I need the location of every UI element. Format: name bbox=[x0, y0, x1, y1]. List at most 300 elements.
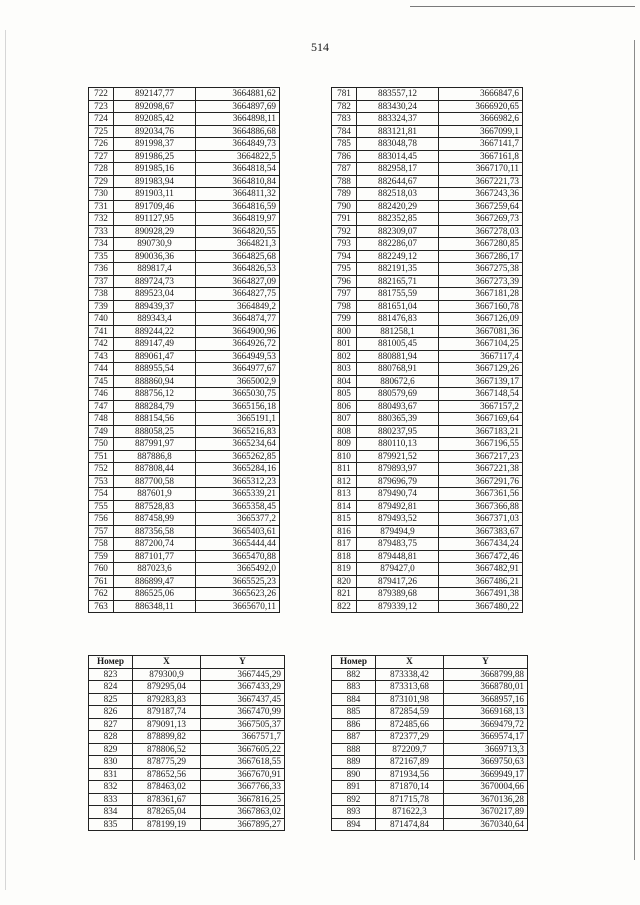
y-coordinate: 3667491,38 bbox=[439, 588, 523, 601]
x-coordinate: 880672,6 bbox=[357, 375, 439, 388]
x-coordinate: 879921,52 bbox=[357, 450, 439, 463]
x-coordinate: 887808,44 bbox=[114, 463, 196, 476]
point-number: 786 bbox=[332, 150, 357, 163]
point-number: 759 bbox=[89, 550, 114, 563]
x-coordinate: 879893,97 bbox=[357, 463, 439, 476]
table-row bbox=[332, 338, 523, 351]
x-coordinate: 888154,56 bbox=[114, 413, 196, 426]
point-number: 760 bbox=[89, 563, 114, 576]
table-row bbox=[332, 668, 528, 681]
table-row bbox=[332, 731, 528, 744]
table-row bbox=[89, 388, 280, 401]
y-coordinate: 3667816,25 bbox=[201, 793, 285, 806]
table-row bbox=[332, 575, 523, 588]
x-coordinate: 871934,56 bbox=[376, 768, 444, 781]
x-coordinate: 889523,04 bbox=[114, 288, 196, 301]
table-row bbox=[332, 706, 528, 719]
y-coordinate: 3664977,67 bbox=[196, 363, 280, 376]
table-row bbox=[89, 781, 285, 794]
point-number: 882 bbox=[332, 668, 376, 681]
table-row bbox=[332, 225, 523, 238]
y-coordinate: 3667169,64 bbox=[439, 413, 523, 426]
table-row bbox=[89, 363, 280, 376]
y-coordinate: 3664816,59 bbox=[196, 200, 280, 213]
x-coordinate: 871622,3 bbox=[376, 806, 444, 819]
table-row bbox=[332, 88, 523, 101]
table-row bbox=[89, 488, 280, 501]
point-number: 735 bbox=[89, 250, 114, 263]
table-row bbox=[89, 818, 285, 831]
point-number: 731 bbox=[89, 200, 114, 213]
x-coordinate: 889147,49 bbox=[114, 338, 196, 351]
x-coordinate: 888756,12 bbox=[114, 388, 196, 401]
y-coordinate: 3665444,44 bbox=[196, 538, 280, 551]
x-coordinate: 891998,37 bbox=[114, 138, 196, 151]
point-number: 819 bbox=[332, 563, 357, 576]
x-coordinate: 887458,99 bbox=[114, 513, 196, 526]
x-coordinate: 888860,94 bbox=[114, 375, 196, 388]
table-row bbox=[332, 325, 523, 338]
x-coordinate: 889343,4 bbox=[114, 313, 196, 326]
table-row bbox=[332, 138, 523, 151]
x-coordinate: 882191,35 bbox=[357, 263, 439, 276]
point-number: 762 bbox=[89, 588, 114, 601]
x-coordinate: 872485,66 bbox=[376, 718, 444, 731]
point-number: 817 bbox=[332, 538, 357, 551]
point-number: 726 bbox=[89, 138, 114, 151]
y-coordinate: 3667217,23 bbox=[439, 450, 523, 463]
x-coordinate: 872854,59 bbox=[376, 706, 444, 719]
point-number: 806 bbox=[332, 400, 357, 413]
table-row bbox=[89, 138, 280, 151]
x-coordinate: 871870,14 bbox=[376, 781, 444, 794]
y-coordinate: 3667221,38 bbox=[439, 463, 523, 476]
coordinates-table-4 bbox=[331, 655, 528, 831]
point-number: 723 bbox=[89, 100, 114, 113]
table-row bbox=[332, 818, 528, 831]
y-coordinate: 3667383,67 bbox=[439, 525, 523, 538]
x-coordinate: 878265,04 bbox=[133, 806, 201, 819]
point-number: 783 bbox=[332, 113, 357, 126]
point-number: 811 bbox=[332, 463, 357, 476]
point-number: 810 bbox=[332, 450, 357, 463]
point-number: 736 bbox=[89, 263, 114, 276]
x-coordinate: 878361,67 bbox=[133, 793, 201, 806]
table-row bbox=[89, 706, 285, 719]
header-y: Y bbox=[201, 656, 285, 669]
x-coordinate: 882249,12 bbox=[357, 250, 439, 263]
x-coordinate: 878806,52 bbox=[133, 743, 201, 756]
x-coordinate: 881476,83 bbox=[357, 313, 439, 326]
table-row bbox=[332, 538, 523, 551]
y-coordinate: 3667280,85 bbox=[439, 238, 523, 251]
x-coordinate: 878652,56 bbox=[133, 768, 201, 781]
page-number: 514 bbox=[311, 40, 329, 54]
table-row bbox=[89, 513, 280, 526]
table-row bbox=[332, 313, 523, 326]
x-coordinate: 886899,47 bbox=[114, 575, 196, 588]
table-row bbox=[89, 300, 280, 313]
point-number: 749 bbox=[89, 425, 114, 438]
point-number: 788 bbox=[332, 175, 357, 188]
point-number: 752 bbox=[89, 463, 114, 476]
point-number: 781 bbox=[332, 88, 357, 101]
point-number: 886 bbox=[332, 718, 376, 731]
y-coordinate: 3665312,23 bbox=[196, 475, 280, 488]
y-coordinate: 3669479,72 bbox=[444, 718, 528, 731]
x-coordinate: 887356,58 bbox=[114, 525, 196, 538]
y-coordinate: 3667766,33 bbox=[201, 781, 285, 794]
table-row bbox=[332, 550, 523, 563]
scan-edge-line bbox=[634, 40, 635, 860]
table-row bbox=[89, 693, 285, 706]
table-row bbox=[89, 438, 280, 451]
point-number: 740 bbox=[89, 313, 114, 326]
y-coordinate: 3667183,21 bbox=[439, 425, 523, 438]
x-coordinate: 882518,03 bbox=[357, 188, 439, 201]
point-number: 734 bbox=[89, 238, 114, 251]
x-coordinate: 891903,11 bbox=[114, 188, 196, 201]
point-number: 808 bbox=[332, 425, 357, 438]
x-coordinate: 882309,07 bbox=[357, 225, 439, 238]
point-number: 738 bbox=[89, 288, 114, 301]
point-number: 730 bbox=[89, 188, 114, 201]
table-row bbox=[332, 693, 528, 706]
header-x: X bbox=[133, 656, 201, 669]
x-coordinate: 879490,74 bbox=[357, 488, 439, 501]
x-coordinate: 872209,7 bbox=[376, 743, 444, 756]
table-row bbox=[332, 756, 528, 769]
y-coordinate: 3670136,28 bbox=[444, 793, 528, 806]
y-coordinate: 3664820,55 bbox=[196, 225, 280, 238]
y-coordinate: 3667141,7 bbox=[439, 138, 523, 151]
point-number: 884 bbox=[332, 693, 376, 706]
x-coordinate: 887101,77 bbox=[114, 550, 196, 563]
point-number: 818 bbox=[332, 550, 357, 563]
x-coordinate: 887700,58 bbox=[114, 475, 196, 488]
table-row bbox=[332, 150, 523, 163]
table-row bbox=[332, 175, 523, 188]
table-row bbox=[332, 563, 523, 576]
table-row bbox=[332, 438, 523, 451]
x-coordinate: 879494,9 bbox=[357, 525, 439, 538]
table-row bbox=[332, 288, 523, 301]
table-row bbox=[89, 563, 280, 576]
point-number: 742 bbox=[89, 338, 114, 351]
point-number: 807 bbox=[332, 413, 357, 426]
point-number: 737 bbox=[89, 275, 114, 288]
table-row bbox=[332, 513, 523, 526]
y-coordinate: 3667157,2 bbox=[439, 400, 523, 413]
y-coordinate: 3667117,4 bbox=[439, 350, 523, 363]
table-header-row bbox=[332, 656, 528, 669]
x-coordinate: 879091,13 bbox=[133, 718, 201, 731]
table-row bbox=[89, 113, 280, 126]
table-row bbox=[332, 375, 523, 388]
y-coordinate: 3665262,85 bbox=[196, 450, 280, 463]
table-row bbox=[89, 263, 280, 276]
point-number: 748 bbox=[89, 413, 114, 426]
y-coordinate: 3664822,5 bbox=[196, 150, 280, 163]
table-row bbox=[89, 213, 280, 226]
x-coordinate: 892034,76 bbox=[114, 125, 196, 138]
point-number: 787 bbox=[332, 163, 357, 176]
table-row bbox=[89, 150, 280, 163]
scan-edge-line bbox=[410, 6, 635, 7]
y-coordinate: 3664898,11 bbox=[196, 113, 280, 126]
y-coordinate: 3667670,91 bbox=[201, 768, 285, 781]
point-number: 739 bbox=[89, 300, 114, 313]
scan-edge-line bbox=[5, 30, 6, 890]
y-coordinate: 3667371,03 bbox=[439, 513, 523, 526]
y-coordinate: 3665156,18 bbox=[196, 400, 280, 413]
x-coordinate: 887023,6 bbox=[114, 563, 196, 576]
x-coordinate: 880768,91 bbox=[357, 363, 439, 376]
table-row bbox=[89, 550, 280, 563]
y-coordinate: 3664827,75 bbox=[196, 288, 280, 301]
y-coordinate: 3667361,56 bbox=[439, 488, 523, 501]
table-row bbox=[332, 263, 523, 276]
y-coordinate: 3667434,24 bbox=[439, 538, 523, 551]
x-coordinate: 872167,89 bbox=[376, 756, 444, 769]
table-row bbox=[332, 238, 523, 251]
point-number: 741 bbox=[89, 325, 114, 338]
y-coordinate: 3665191,1 bbox=[196, 413, 280, 426]
table-row bbox=[89, 200, 280, 213]
y-coordinate: 3667278,03 bbox=[439, 225, 523, 238]
x-coordinate: 881005,45 bbox=[357, 338, 439, 351]
y-coordinate: 3665234,64 bbox=[196, 438, 280, 451]
x-coordinate: 871715,78 bbox=[376, 793, 444, 806]
x-coordinate: 890928,29 bbox=[114, 225, 196, 238]
y-coordinate: 3664849,2 bbox=[196, 300, 280, 313]
point-number: 755 bbox=[89, 500, 114, 513]
x-coordinate: 890730,9 bbox=[114, 238, 196, 251]
x-coordinate: 889439,37 bbox=[114, 300, 196, 313]
x-coordinate: 879283,83 bbox=[133, 693, 201, 706]
table-row bbox=[89, 313, 280, 326]
y-coordinate: 3665525,23 bbox=[196, 575, 280, 588]
point-number: 821 bbox=[332, 588, 357, 601]
x-coordinate: 891709,46 bbox=[114, 200, 196, 213]
point-number: 890 bbox=[332, 768, 376, 781]
table-row bbox=[332, 718, 528, 731]
table-row bbox=[89, 500, 280, 513]
point-number: 827 bbox=[89, 718, 133, 731]
point-number: 745 bbox=[89, 375, 114, 388]
table-header-row bbox=[89, 656, 285, 669]
table-row bbox=[332, 600, 523, 613]
y-coordinate: 3667196,55 bbox=[439, 438, 523, 451]
y-coordinate: 3669713,3 bbox=[444, 743, 528, 756]
point-number: 799 bbox=[332, 313, 357, 326]
table-row bbox=[89, 588, 280, 601]
y-coordinate: 3666847,6 bbox=[439, 88, 523, 101]
table-row bbox=[89, 718, 285, 731]
x-coordinate: 886348,11 bbox=[114, 600, 196, 613]
point-number: 832 bbox=[89, 781, 133, 794]
table-row bbox=[332, 113, 523, 126]
x-coordinate: 882352,85 bbox=[357, 213, 439, 226]
y-coordinate: 3664849,73 bbox=[196, 138, 280, 151]
point-number: 823 bbox=[89, 668, 133, 681]
table-row bbox=[89, 575, 280, 588]
y-coordinate: 3665030,75 bbox=[196, 388, 280, 401]
x-coordinate: 880365,39 bbox=[357, 413, 439, 426]
y-coordinate: 3667472,46 bbox=[439, 550, 523, 563]
x-coordinate: 892147,77 bbox=[114, 88, 196, 101]
point-number: 820 bbox=[332, 575, 357, 588]
point-number: 889 bbox=[332, 756, 376, 769]
y-coordinate: 3667895,27 bbox=[201, 818, 285, 831]
header-y: Y bbox=[444, 656, 528, 669]
point-number: 722 bbox=[89, 88, 114, 101]
y-coordinate: 3667181,28 bbox=[439, 288, 523, 301]
point-number: 824 bbox=[89, 681, 133, 694]
x-coordinate: 880237,95 bbox=[357, 425, 439, 438]
y-coordinate: 3667126,09 bbox=[439, 313, 523, 326]
x-coordinate: 887991,97 bbox=[114, 438, 196, 451]
x-coordinate: 873313,68 bbox=[376, 681, 444, 694]
x-coordinate: 888284,79 bbox=[114, 400, 196, 413]
table-row bbox=[332, 463, 523, 476]
y-coordinate: 3667099,1 bbox=[439, 125, 523, 138]
y-coordinate: 3668799,88 bbox=[444, 668, 528, 681]
point-number: 727 bbox=[89, 150, 114, 163]
x-coordinate: 887886,8 bbox=[114, 450, 196, 463]
x-coordinate: 891986,25 bbox=[114, 150, 196, 163]
table-row bbox=[89, 600, 280, 613]
table-row bbox=[332, 125, 523, 138]
y-coordinate: 3667480,22 bbox=[439, 600, 523, 613]
x-coordinate: 879492,81 bbox=[357, 500, 439, 513]
table-row bbox=[89, 743, 285, 756]
table-row bbox=[89, 175, 280, 188]
header-number: Номер bbox=[89, 656, 133, 669]
y-coordinate: 3667470,99 bbox=[201, 706, 285, 719]
point-number: 883 bbox=[332, 681, 376, 694]
point-number: 790 bbox=[332, 200, 357, 213]
table-row bbox=[89, 425, 280, 438]
point-number: 830 bbox=[89, 756, 133, 769]
table-row bbox=[89, 238, 280, 251]
x-coordinate: 892085,42 bbox=[114, 113, 196, 126]
y-coordinate: 3669750,63 bbox=[444, 756, 528, 769]
point-number: 804 bbox=[332, 375, 357, 388]
table-row bbox=[89, 400, 280, 413]
x-coordinate: 883430,24 bbox=[357, 100, 439, 113]
x-coordinate: 878463,02 bbox=[133, 781, 201, 794]
y-coordinate: 3667170,11 bbox=[439, 163, 523, 176]
x-coordinate: 883324,37 bbox=[357, 113, 439, 126]
table-row bbox=[332, 363, 523, 376]
table-row bbox=[332, 743, 528, 756]
x-coordinate: 879696,79 bbox=[357, 475, 439, 488]
y-coordinate: 3666982,6 bbox=[439, 113, 523, 126]
point-number: 746 bbox=[89, 388, 114, 401]
table-row bbox=[89, 806, 285, 819]
point-number: 834 bbox=[89, 806, 133, 819]
y-coordinate: 3665492,0 bbox=[196, 563, 280, 576]
y-coordinate: 3667505,37 bbox=[201, 718, 285, 731]
x-coordinate: 879389,68 bbox=[357, 588, 439, 601]
y-coordinate: 3664900,96 bbox=[196, 325, 280, 338]
table-row bbox=[89, 100, 280, 113]
point-number: 826 bbox=[89, 706, 133, 719]
x-coordinate: 880579,69 bbox=[357, 388, 439, 401]
x-coordinate: 887601,9 bbox=[114, 488, 196, 501]
table-row bbox=[332, 588, 523, 601]
point-number: 757 bbox=[89, 525, 114, 538]
table-row bbox=[89, 338, 280, 351]
table-row bbox=[332, 100, 523, 113]
x-coordinate: 891983,94 bbox=[114, 175, 196, 188]
y-coordinate: 3664874,77 bbox=[196, 313, 280, 326]
x-coordinate: 882958,17 bbox=[357, 163, 439, 176]
y-coordinate: 3668780,01 bbox=[444, 681, 528, 694]
table-row bbox=[332, 425, 523, 438]
x-coordinate: 890036,36 bbox=[114, 250, 196, 263]
table-row bbox=[332, 525, 523, 538]
y-coordinate: 3667129,26 bbox=[439, 363, 523, 376]
y-coordinate: 3666920,65 bbox=[439, 100, 523, 113]
table-row bbox=[89, 525, 280, 538]
table-row bbox=[332, 500, 523, 513]
y-coordinate: 3664949,53 bbox=[196, 350, 280, 363]
y-coordinate: 3667291,76 bbox=[439, 475, 523, 488]
x-coordinate: 881755,59 bbox=[357, 288, 439, 301]
y-coordinate: 3664897,69 bbox=[196, 100, 280, 113]
table-row bbox=[332, 681, 528, 694]
table-row bbox=[332, 188, 523, 201]
x-coordinate: 883014,45 bbox=[357, 150, 439, 163]
y-coordinate: 3667486,21 bbox=[439, 575, 523, 588]
y-coordinate: 3667081,36 bbox=[439, 325, 523, 338]
y-coordinate: 3665623,26 bbox=[196, 588, 280, 601]
x-coordinate: 878199,19 bbox=[133, 818, 201, 831]
x-coordinate: 887200,74 bbox=[114, 538, 196, 551]
y-coordinate: 3668957,16 bbox=[444, 693, 528, 706]
point-number: 801 bbox=[332, 338, 357, 351]
x-coordinate: 889817,4 bbox=[114, 263, 196, 276]
point-number: 732 bbox=[89, 213, 114, 226]
point-number: 751 bbox=[89, 450, 114, 463]
point-number: 894 bbox=[332, 818, 376, 831]
point-number: 797 bbox=[332, 288, 357, 301]
y-coordinate: 3667433,29 bbox=[201, 681, 285, 694]
point-number: 756 bbox=[89, 513, 114, 526]
table-row bbox=[89, 350, 280, 363]
point-number: 829 bbox=[89, 743, 133, 756]
y-coordinate: 3667571,7 bbox=[201, 731, 285, 744]
y-coordinate: 3664818,54 bbox=[196, 163, 280, 176]
y-coordinate: 3667269,73 bbox=[439, 213, 523, 226]
point-number: 833 bbox=[89, 793, 133, 806]
table-row bbox=[332, 793, 528, 806]
point-number: 831 bbox=[89, 768, 133, 781]
x-coordinate: 879295,04 bbox=[133, 681, 201, 694]
y-coordinate: 3670217,89 bbox=[444, 806, 528, 819]
point-number: 758 bbox=[89, 538, 114, 551]
point-number: 892 bbox=[332, 793, 376, 806]
y-coordinate: 3664886,68 bbox=[196, 125, 280, 138]
x-coordinate: 879483,75 bbox=[357, 538, 439, 551]
point-number: 828 bbox=[89, 731, 133, 744]
x-coordinate: 879427,0 bbox=[357, 563, 439, 576]
table-row bbox=[332, 275, 523, 288]
x-coordinate: 873338,42 bbox=[376, 668, 444, 681]
x-coordinate: 886525,06 bbox=[114, 588, 196, 601]
